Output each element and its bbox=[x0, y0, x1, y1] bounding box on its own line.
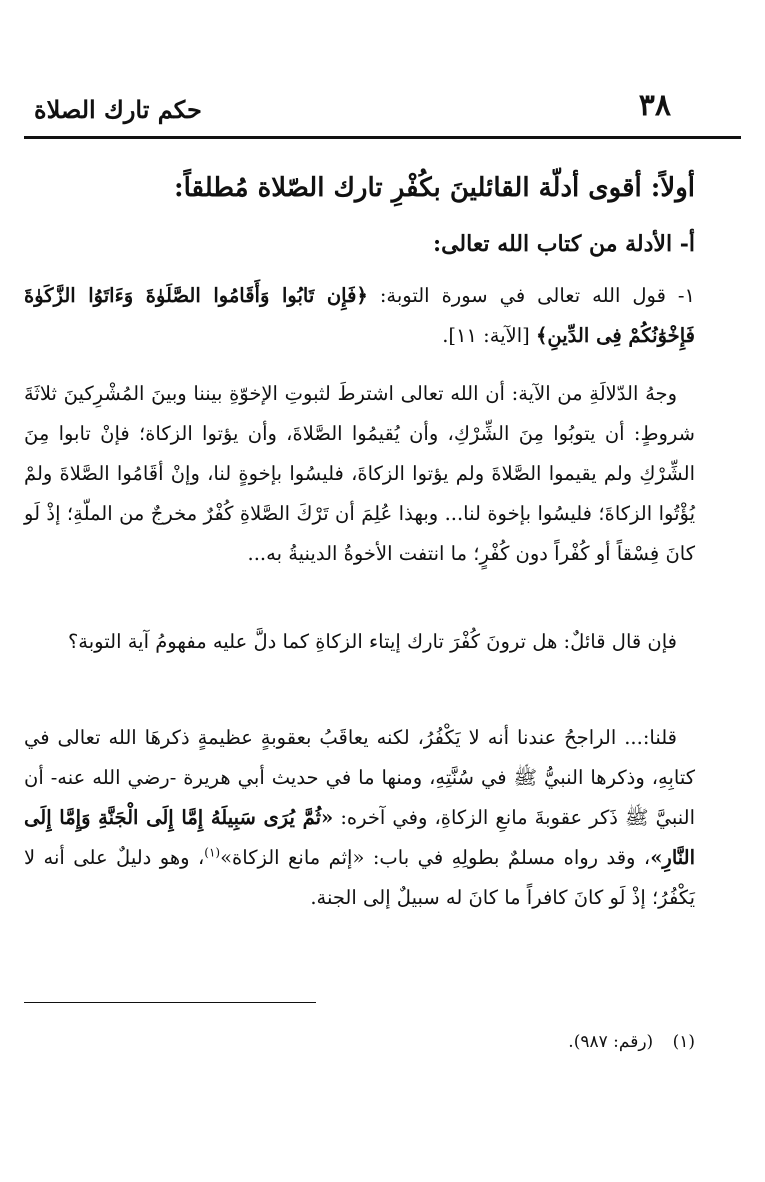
section-heading: أولاً: أقوى أدلّة القائلينَ بكُفْرِ تارك الصّلاة مُطلقاً: bbox=[174, 173, 695, 203]
answer-part-2: ، وقد رواه مسلمٌ بطولِهِ في باب: «إثم مانع الزكاة» bbox=[220, 846, 651, 869]
answer-part-3: ، وهو دليلٌ على أنه لا يَكْفُرُ؛ إذْ لَو كانَ كافراً ما كانَ له سبيلٌ إلى الجنة. bbox=[24, 846, 695, 909]
hadith-quote: «ثُمَّ يُرَى سَبِيلَهُ إِمَّا إِلَى الْجَنَّةِ وَإِمَّا إِلَى النَّارِ» bbox=[24, 806, 696, 869]
running-title: حكم تارك الصلاة bbox=[34, 95, 202, 124]
paragraph-evidence bbox=[24, 374, 695, 574]
footnote-marker[interactable]: (١) bbox=[204, 845, 221, 860]
footnote-number: (١) bbox=[672, 1032, 695, 1052]
page-number: ٣٨ bbox=[638, 88, 671, 123]
header-rule bbox=[24, 136, 741, 139]
paragraph-answer bbox=[24, 718, 695, 918]
running-header bbox=[24, 88, 741, 132]
answer-part-1: قلنا:... الراجحُ عندنا أنه لا يَكْفُرُ، لكنه يعاقَبُ بعقوبةٍ عظيمةٍ ذكرهَا الله تعالى في كتابِهِ، وذكرها النبيُّ ﷺ في سُنَّتِهِ، ومنها ما في حديث أبي هريرة -رضي الله عنه- أن النبيَّ ﷺ ذَكر عقوبةَ مانعِ الزكاةِ، وفي آخره: bbox=[24, 726, 695, 829]
paragraph-evidence-text: وجهُ الدّلالَةِ من الآية: أن الله تعالى اشترطَ لثبوتِ الإخوّةِ بيننا وبينَ المُشْرِكينَ ثلاثَةَ شروطٍ: أن يتوبُوا مِنَ الشِّرْكِ، وأن يُقيمُوا الصَّلاةَ، وأن يؤتوا الزكاة؛ فإنْ تابوا مِنَ الشِّرْكِ ولم يقيموا الصَّلاةَ ولم يؤتوا الزكاةَ، فليسُوا بإخوةٍ لنا، وإنْ أقَامُوا الصَّلاةَ ولمْ يُؤْتُوا الزكاةَ؛ فليسُوا بإخوة لنا... وبهذا عُلِمَ أن تَرْكَ الصَّلاةِ كُفْرٌ مخرجٌ من الملّةِ؛ إذْ لَو كانَ فِسْقاً أو كُفْراً دون كُفْرٍ؛ ما انتفت الأخوةُ الدينيةُ به... bbox=[24, 382, 695, 565]
footnote bbox=[24, 1028, 695, 1056]
quran-verse: ﴿فَإِن تَابُوا وَأَقَامُوا الصَّلَوٰةَ وَءَاتَوُا الزَّكَوٰةَ فَإِخْوَٰنُكُمْ فِى الدِّينِ﴾ bbox=[24, 284, 695, 347]
paragraph-verse bbox=[24, 276, 695, 356]
paragraph-question-text: فإن قال قائلٌ: هل ترونَ كُفْرَ تارك إيتاء الزكاةِ كما دلَّ عليه مفهومُ آية التوبة؟ bbox=[67, 630, 677, 653]
paragraph-question bbox=[24, 622, 695, 662]
verse-intro: ١- قول الله تعالى في سورة التوبة: bbox=[379, 284, 695, 307]
verse-reference: [الآية: ١١]. bbox=[442, 324, 530, 347]
sub-heading: أ- الأدلة من كتاب الله تعالى: bbox=[432, 231, 695, 257]
footnote-rule bbox=[24, 1002, 316, 1003]
footnote-text: (رقم: ٩٨٧). bbox=[568, 1032, 654, 1052]
